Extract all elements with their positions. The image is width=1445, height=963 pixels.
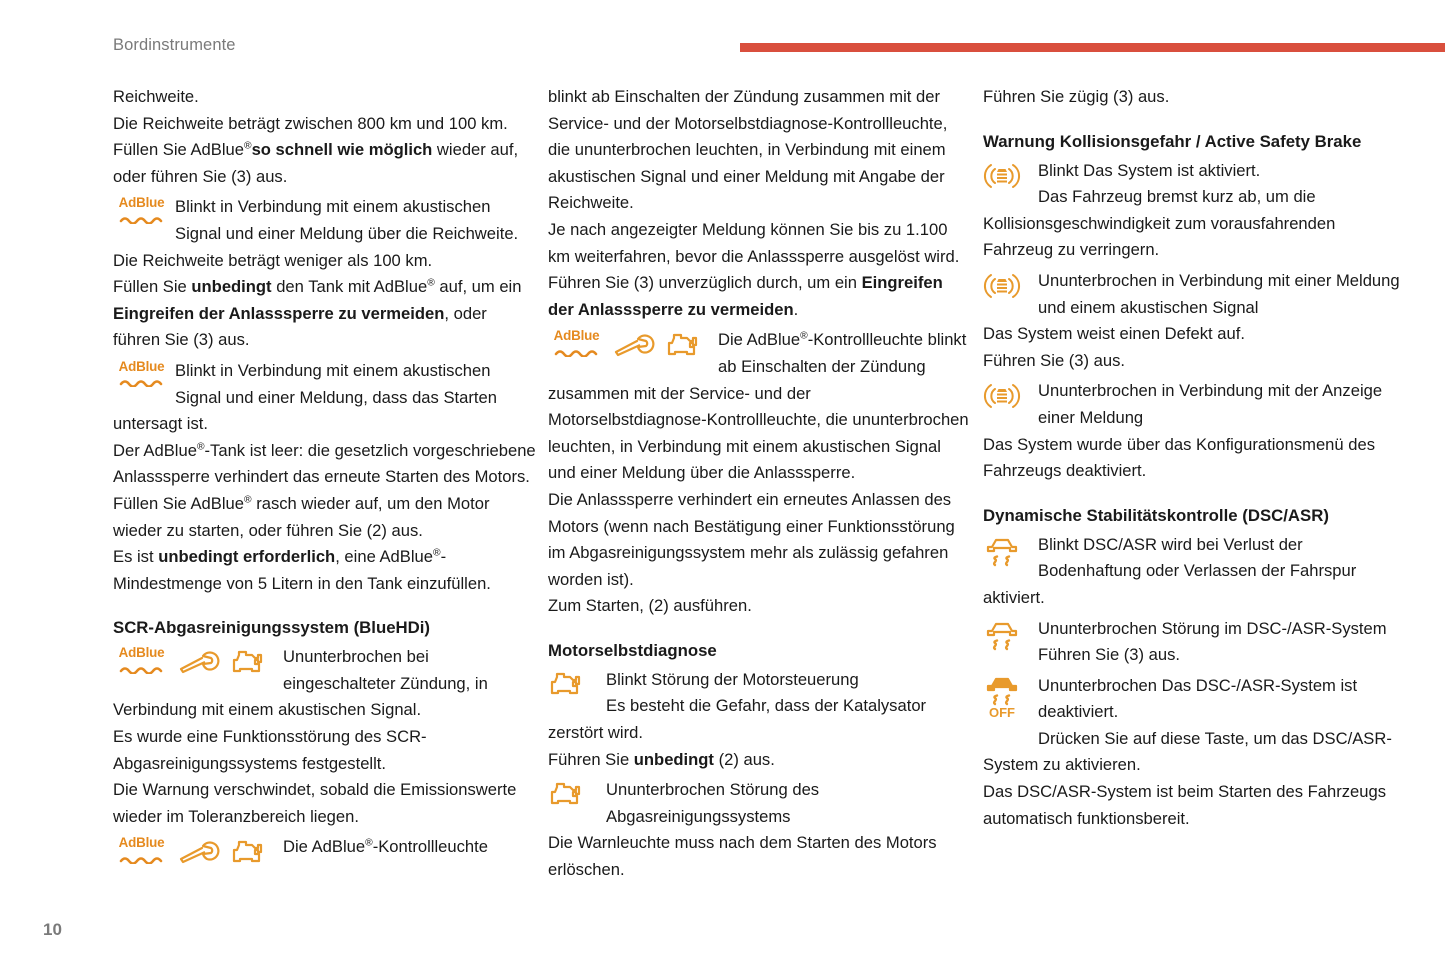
icon-group [113,836,266,867]
warning-block [983,268,1408,321]
paragraph: Führen Sie (3) aus. [983,350,1126,370]
engine-icon [548,779,584,809]
dsc-asr-icon [983,618,1021,652]
paragraph: Führen Sie (3) unverzüglich durch, um ein Eingreifen der Anlasssperre zu vermeiden. [548,273,943,319]
dsc-asr-off-icon [983,675,1023,719]
page-number: 10 [43,920,62,939]
section-heading: Motorselbstdiagnose [548,640,717,660]
paragraph: Die Reichweite beträgt weniger als 100 km. [113,250,433,270]
icon-group [548,669,584,699]
page-title: Bordinstrumente [113,36,236,54]
header-accent-rule [740,43,1445,52]
warning-block [983,616,1408,643]
warning-block [983,532,1408,612]
paragraph: Der AdBlue®-Tank ist leer: die gesetzlich vorgeschriebene Anlasssperre verhindert das erneute Starten des Motors. [113,440,536,487]
warning-text: Die AdBlue®-Kontrollleuchte [283,837,488,857]
warning-block [113,834,538,861]
paragraph: Das System weist einen Defekt auf. [983,324,1245,344]
collision-warning-icon [983,160,1021,192]
paragraph: Die Reichweite beträgt zwischen 800 km und 100 km. [113,113,508,133]
paragraph: Führen Sie (3) aus. [1038,645,1181,665]
adblue-icon: AdBlue [113,836,170,867]
warning-block [113,644,538,724]
paragraph: Je nach angezeigter Meldung können Sie bis zu 1.100 km weiterfahren, bevor die Anlasssperre ausgelöst wird. [548,219,960,266]
engine-icon [665,330,701,360]
warning-block [983,378,1408,431]
adblue-icon: AdBlue [113,360,170,391]
warning-text: Ununterbrochen in Verbindung mit einer Meldung und einem akustischen Signal [1038,270,1400,317]
paragraph: Drücken Sie auf diese Taste, um das DSC/ASR-System zu aktivieren. [983,728,1392,775]
warning-text: Blinkt in Verbindung mit einem akustischen Signal und einer Meldung, dass das Starten untersagt ist. [113,360,497,434]
adblue-icon: AdBlue [113,646,170,677]
paragraph: Es besteht die Gefahr, dass der Katalysator zerstört wird. [548,696,927,743]
warning-text: Ununterbrochen bei eingeschalteter Zündung, in Verbindung mit einem akustischen Signal. [113,647,488,720]
page-header [0,0,1445,68]
svg-text:OFF: OFF [989,704,1015,720]
icon-group [983,618,1021,652]
warning-block [548,777,973,830]
icon-group [983,675,1023,719]
paragraph: Es wurde eine Funktionsstörung des SCR-Abgasreinigungssystems festgestellt. [113,727,427,773]
wrench-icon [178,839,222,865]
content-columns [0,84,1445,886]
collision-warning-icon [983,380,1021,412]
paragraph: Das DSC/ASR-System ist beim Starten des Fahrzeugs automatisch funktionsbereit. [983,782,1386,828]
column-right [983,84,1408,886]
warning-text: Die AdBlue®-Kontrollleuchte blinkt ab Einschalten der Zündung zusammen mit der Service- und der Motorselbstdiagnose-Kontrollleuchte, die ununterbrochen leuchten, in Verbindung mit einem akustischen Signal und einer Meldung über die Anlasssperre. [548,330,969,483]
column-middle [548,84,973,886]
paragraph: Die Warnleuchte muss nach dem Starten des Motors erlöschen. [548,833,937,880]
paragraph: Das Fahrzeug bremst kurz ab, um die Kollisionsgeschwindigkeit zum vorausfahrenden Fahrzeug zu verringern. [983,187,1336,260]
warning-text: Blinkt Das System ist aktiviert. [1038,160,1261,180]
adblue-icon: AdBlue [113,196,170,227]
paragraph: blinkt ab Einschalten der Zündung zusammen mit der Service- und der Motorselbstdiagnose-Kontrollleuchte, die ununterbrochen leuchten, in Verbindung mit einem akustischen Signal und einer Meldung mit Angabe der Reichweite. [548,87,948,213]
paragraph: Zum Starten, (2) ausführen. [548,596,752,616]
icon-group [548,329,701,360]
warning-block [983,673,1408,726]
paragraph: Führen Sie zügig (3) aus. [983,87,1170,106]
warning-text: Blinkt DSC/ASR wird bei Verlust der Bodenhaftung oder Verlassen der Fahrspur aktiviert. [983,534,1357,607]
column-left [113,84,538,886]
collision-warning-icon [983,270,1021,302]
paragraph: Reichweite. [113,87,199,106]
paragraph: Die Anlasssperre verhindert ein erneutes Anlassen des Motors (wenn nach Bestätigung einer Funktionsstörung im Abgasreinigungssystem mehr als zulässig gefahren worden ist). [548,489,955,589]
warning-block [113,358,538,438]
icon-group [983,160,1021,192]
warning-block [548,327,973,487]
warning-block [113,194,538,247]
icon-group [113,360,170,391]
paragraph: Die Warnung verschwindet, sobald die Emissionswerte wieder im Toleranzbereich liegen. [113,780,517,826]
warning-text: Ununterbrochen Das DSC-/ASR-System ist deaktiviert. [1038,675,1358,722]
paragraph: Füllen Sie AdBlue®so schnell wie möglich wieder auf, oder führen Sie (3) aus. [113,140,519,186]
wrench-icon [613,332,657,358]
wrench-icon [178,649,222,675]
icon-group [113,646,266,677]
dsc-asr-icon [983,534,1021,568]
warning-text: Blinkt Störung der Motorsteuerung [606,669,859,689]
icon-group [983,534,1021,568]
warning-block [983,158,1408,185]
warning-text: Ununterbrochen Störung des Abgasreinigungssystems [606,780,820,826]
warning-block [548,667,973,694]
adblue-icon: AdBlue [548,329,605,360]
paragraph: Füllen Sie unbedingt den Tank mit AdBlue® auf, um ein Eingreifen der Anlasssperre zu vermeiden, oder führen Sie (3) aus. [113,277,522,350]
icon-group [113,196,170,227]
warning-text: Blinkt in Verbindung mit einem akustischen Signal und einer Meldung über die Reichweite. [175,197,519,243]
section-heading: SCR-Abgasreinigungssystem (BlueHDi) [113,618,431,638]
warning-text: Ununterbrochen in Verbindung mit der Anzeige einer Meldung [1038,381,1383,427]
icon-group [983,380,1021,412]
section-heading: Warnung Kollisionsgefahr / Active Safety Brake [983,131,1362,151]
engine-icon [230,647,266,677]
icon-group [548,779,584,809]
paragraph: Das System wurde über das Konfigurationsmenü des Fahrzeugs deaktiviert. [983,434,1376,481]
icon-group [983,270,1021,302]
paragraph: Führen Sie unbedingt (2) aus. [548,749,775,769]
section-heading: Dynamische Stabilitätskontrolle (DSC/ASR) [983,505,1329,525]
engine-icon [548,669,584,699]
engine-icon [230,837,266,867]
paragraph: Es ist unbedingt erforderlich, eine AdBlue®-Mindestmenge von 5 Litern in den Tank einzufüllen. [113,547,491,593]
warning-text: Ununterbrochen Störung im DSC-/ASR-System [1038,618,1387,638]
paragraph: Füllen Sie AdBlue® rasch wieder auf, um den Motor wieder zu starten, oder führen Sie (2) aus. [113,493,490,540]
